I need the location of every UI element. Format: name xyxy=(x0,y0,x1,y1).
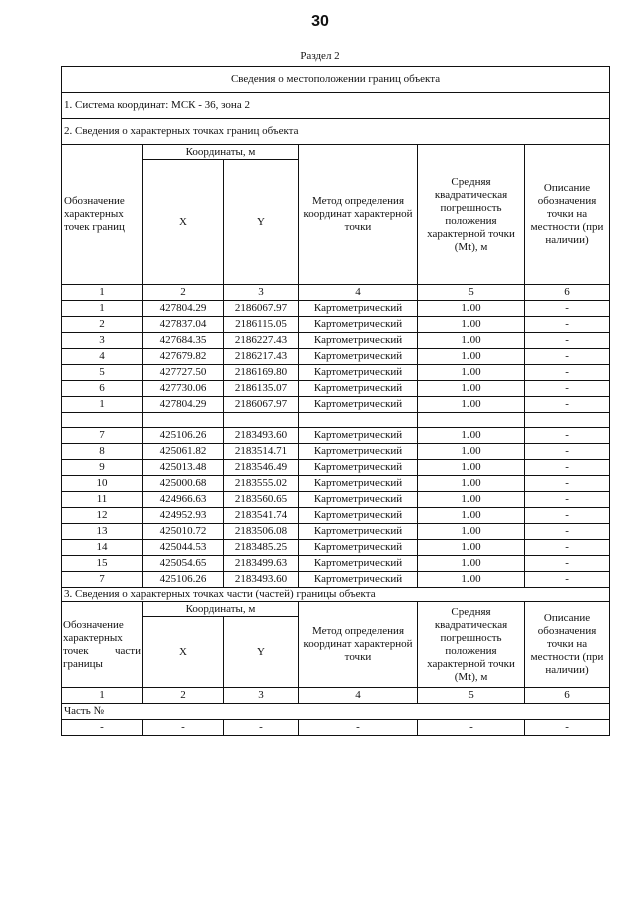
cell-mt: 1.00 xyxy=(418,301,525,317)
part-cell: - xyxy=(418,720,525,736)
table-row xyxy=(62,524,610,540)
table-row xyxy=(62,301,610,317)
cell-desc: - xyxy=(525,460,610,476)
part-cell: - xyxy=(62,720,143,736)
header-coordinates: Координаты, м xyxy=(143,602,299,617)
cell-y: 2183546.49 xyxy=(224,460,299,476)
cell-desc: - xyxy=(525,365,610,381)
cell-x: 425013.48 xyxy=(143,460,224,476)
table-row xyxy=(62,460,610,476)
part-cell: - xyxy=(143,720,224,736)
cell-mt: 1.00 xyxy=(418,381,525,397)
table-title: Сведения о местоположении границ объекта xyxy=(62,67,610,93)
cell-mt: 1.00 xyxy=(418,524,525,540)
cell-mt: 1.00 xyxy=(418,460,525,476)
column-number: 2 xyxy=(143,688,224,704)
empty-cell xyxy=(62,413,143,428)
cell-x: 425044.53 xyxy=(143,540,224,556)
column-number: 3 xyxy=(224,688,299,704)
cell-method: Картометрический xyxy=(299,349,418,365)
table-row xyxy=(62,349,610,365)
cell-desc: - xyxy=(525,349,610,365)
column-number: 3 xyxy=(224,285,299,301)
column-number: 6 xyxy=(525,688,610,704)
header-x: X xyxy=(143,617,224,688)
table-row xyxy=(62,365,610,381)
cell-y: 2186067.97 xyxy=(224,397,299,413)
cell-method: Картометрический xyxy=(299,572,418,588)
cell-x: 427804.29 xyxy=(143,397,224,413)
cell-mt: 1.00 xyxy=(418,365,525,381)
cell-y: 2186135.07 xyxy=(224,381,299,397)
column-number: 6 xyxy=(525,285,610,301)
cell-mt: 1.00 xyxy=(418,556,525,572)
part-label: Часть № xyxy=(62,704,610,720)
cell-n: 8 xyxy=(62,444,143,460)
table-row xyxy=(62,508,610,524)
cell-mt: 1.00 xyxy=(418,444,525,460)
empty-cell xyxy=(525,413,610,428)
column-numbers-row xyxy=(62,285,610,301)
cell-desc: - xyxy=(525,572,610,588)
column-number: 5 xyxy=(418,688,525,704)
header-y: Y xyxy=(224,160,299,285)
cell-x: 425054.65 xyxy=(143,556,224,572)
cell-desc: - xyxy=(525,444,610,460)
cell-n: 10 xyxy=(62,476,143,492)
cell-desc: - xyxy=(525,333,610,349)
cell-method: Картометрический xyxy=(299,317,418,333)
cell-n: 1 xyxy=(62,301,143,317)
table-row xyxy=(62,720,610,736)
cell-method: Картометрический xyxy=(299,428,418,444)
cell-x: 427684.35 xyxy=(143,333,224,349)
cell-y: 2183493.60 xyxy=(224,572,299,588)
cell-n: 15 xyxy=(62,556,143,572)
cell-x: 425106.26 xyxy=(143,572,224,588)
header-description: Описание обозначения точки на местности (при наличии) xyxy=(525,602,610,688)
cell-y: 2186067.97 xyxy=(224,301,299,317)
cell-desc: - xyxy=(525,540,610,556)
cell-method: Картометрический xyxy=(299,301,418,317)
header-y: Y xyxy=(224,617,299,688)
cell-method: Картометрический xyxy=(299,492,418,508)
cell-method: Картометрический xyxy=(299,540,418,556)
cell-n: 6 xyxy=(62,381,143,397)
cell-mt: 1.00 xyxy=(418,508,525,524)
cell-method: Картометрический xyxy=(299,397,418,413)
cell-n: 7 xyxy=(62,428,143,444)
table-row xyxy=(62,333,610,349)
cell-mt: 1.00 xyxy=(418,492,525,508)
cell-desc: - xyxy=(525,508,610,524)
cell-x: 427837.04 xyxy=(143,317,224,333)
cell-desc: - xyxy=(525,397,610,413)
table-row xyxy=(62,428,610,444)
header-method: Метод определения координат характерной точки xyxy=(299,602,418,688)
part-cell: - xyxy=(224,720,299,736)
section-label: Раздел 2 xyxy=(300,50,340,62)
empty-cell xyxy=(418,413,525,428)
cell-desc: - xyxy=(525,524,610,540)
cell-x: 425106.26 xyxy=(143,428,224,444)
cell-x: 424952.93 xyxy=(143,508,224,524)
cell-x: 427804.29 xyxy=(143,301,224,317)
cell-desc: - xyxy=(525,492,610,508)
cell-method: Картометрический xyxy=(299,365,418,381)
cell-y: 2186169.80 xyxy=(224,365,299,381)
boundary-table xyxy=(61,66,610,736)
header-x: X xyxy=(143,160,224,285)
cell-method: Картометрический xyxy=(299,556,418,572)
empty-cell xyxy=(299,413,418,428)
section2-title: 2. Сведения о характерных точках границ объекта xyxy=(62,119,610,145)
table-row xyxy=(62,317,610,333)
page-number: 30 xyxy=(311,13,329,30)
cell-n: 14 xyxy=(62,540,143,556)
part-cell: - xyxy=(525,720,610,736)
cell-y: 2183499.63 xyxy=(224,556,299,572)
cell-n: 1 xyxy=(62,397,143,413)
cell-desc: - xyxy=(525,381,610,397)
table-row xyxy=(62,476,610,492)
column-number: 1 xyxy=(62,285,143,301)
cell-mt: 1.00 xyxy=(418,397,525,413)
cell-x: 427727.50 xyxy=(143,365,224,381)
section3-title: 3. Сведения о характерных точках части (частей) границы объекта xyxy=(62,588,610,602)
table-row xyxy=(62,556,610,572)
cell-y: 2183555.02 xyxy=(224,476,299,492)
cell-x: 427730.06 xyxy=(143,381,224,397)
cell-desc: - xyxy=(525,476,610,492)
cell-y: 2183560.65 xyxy=(224,492,299,508)
cell-method: Картометрический xyxy=(299,524,418,540)
cell-n: 11 xyxy=(62,492,143,508)
cell-y: 2183493.60 xyxy=(224,428,299,444)
cell-method: Картометрический xyxy=(299,381,418,397)
header-error: Средняя квадратическая погрешность положения характерной точки (Mt), м xyxy=(418,602,525,688)
column-number: 4 xyxy=(299,688,418,704)
table-row xyxy=(62,540,610,556)
header-error: Средняя квадратическая погрешность положения характерной точки (Mt), м xyxy=(418,145,525,285)
blank-row xyxy=(62,413,610,428)
header-coordinates: Координаты, м xyxy=(143,145,299,160)
empty-cell xyxy=(224,413,299,428)
cell-x: 425061.82 xyxy=(143,444,224,460)
table-row xyxy=(62,492,610,508)
cell-desc: - xyxy=(525,428,610,444)
cell-x: 427679.82 xyxy=(143,349,224,365)
cell-mt: 1.00 xyxy=(418,428,525,444)
cell-desc: - xyxy=(525,301,610,317)
header-description: Описание обозначения точки на местности (при наличии) xyxy=(525,145,610,285)
cell-mt: 1.00 xyxy=(418,572,525,588)
cell-mt: 1.00 xyxy=(418,349,525,365)
cell-y: 2183514.71 xyxy=(224,444,299,460)
header-method: Метод определения координат характерной точки xyxy=(299,145,418,285)
cell-n: 4 xyxy=(62,349,143,365)
cell-mt: 1.00 xyxy=(418,476,525,492)
table-row xyxy=(62,444,610,460)
cell-y: 2186217.43 xyxy=(224,349,299,365)
cell-y: 2183506.08 xyxy=(224,524,299,540)
header-designation-part: Обозначение характерных точек части границы xyxy=(62,602,143,688)
cell-n: 12 xyxy=(62,508,143,524)
cell-method: Картометрический xyxy=(299,476,418,492)
column-number: 4 xyxy=(299,285,418,301)
cell-mt: 1.00 xyxy=(418,540,525,556)
cell-mt: 1.00 xyxy=(418,333,525,349)
header-designation: Обозначение характерных точек границ xyxy=(62,145,143,285)
cell-x: 424966.63 xyxy=(143,492,224,508)
column-numbers-row xyxy=(62,688,610,704)
column-number: 1 xyxy=(62,688,143,704)
cell-desc: - xyxy=(525,317,610,333)
column-number: 2 xyxy=(143,285,224,301)
cell-method: Картометрический xyxy=(299,460,418,476)
cell-n: 7 xyxy=(62,572,143,588)
cell-n: 5 xyxy=(62,365,143,381)
cell-method: Картометрический xyxy=(299,508,418,524)
cell-n: 2 xyxy=(62,317,143,333)
cell-method: Картометрический xyxy=(299,444,418,460)
cell-y: 2186115.05 xyxy=(224,317,299,333)
cell-x: 425000.68 xyxy=(143,476,224,492)
cell-y: 2183485.25 xyxy=(224,540,299,556)
cell-x: 425010.72 xyxy=(143,524,224,540)
table-row xyxy=(62,381,610,397)
column-number: 5 xyxy=(418,285,525,301)
cell-method: Картометрический xyxy=(299,333,418,349)
cell-n: 13 xyxy=(62,524,143,540)
cell-desc: - xyxy=(525,556,610,572)
table-row xyxy=(62,572,610,588)
table-row xyxy=(62,397,610,413)
cell-y: 2186227.43 xyxy=(224,333,299,349)
empty-cell xyxy=(143,413,224,428)
cell-n: 9 xyxy=(62,460,143,476)
cell-y: 2183541.74 xyxy=(224,508,299,524)
cell-mt: 1.00 xyxy=(418,317,525,333)
part-cell: - xyxy=(299,720,418,736)
coord-system: 1. Система координат: МСК - 36, зона 2 xyxy=(62,93,610,119)
cell-n: 3 xyxy=(62,333,143,349)
